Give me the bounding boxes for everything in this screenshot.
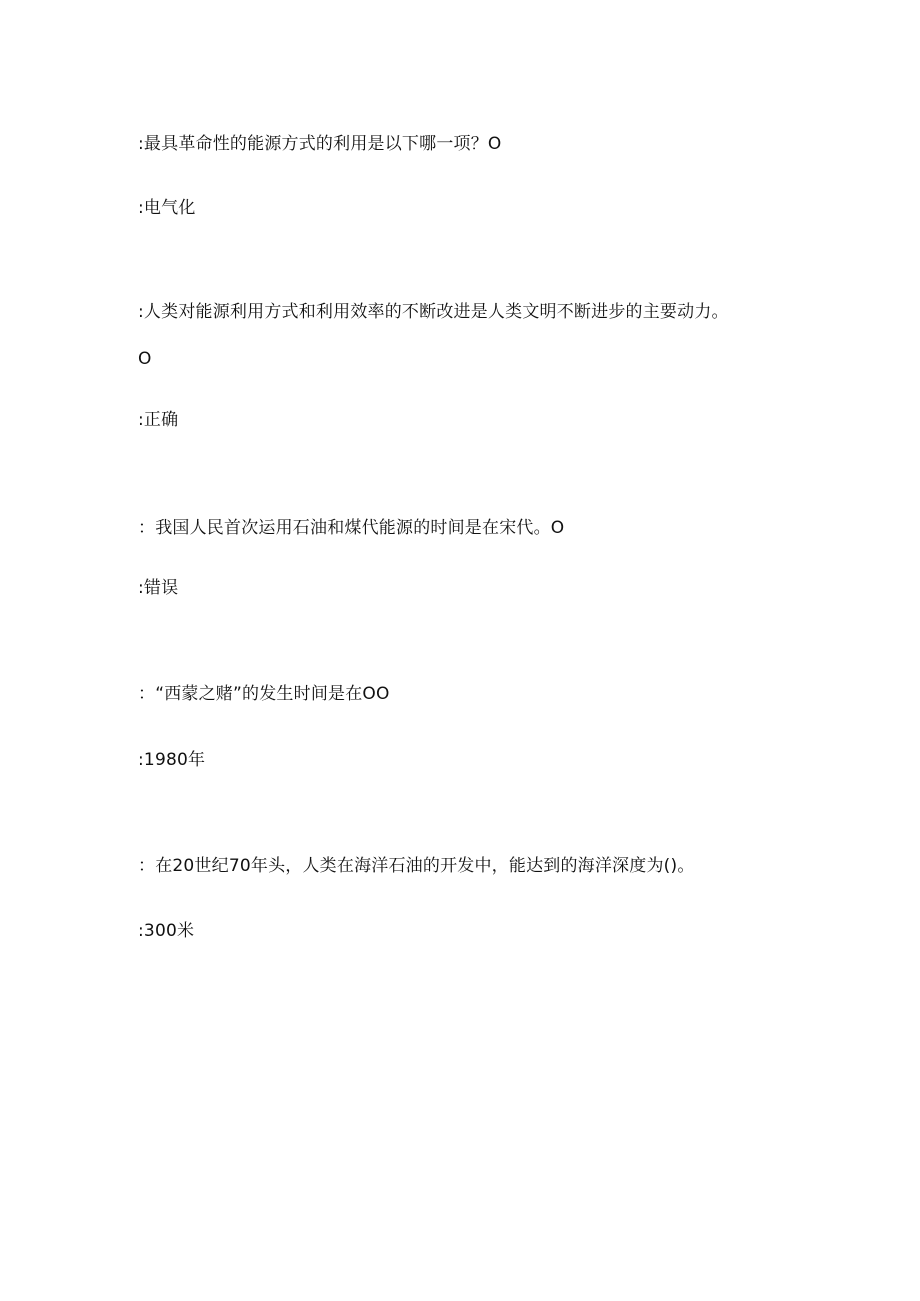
question-1: :最具革命性的能源方式的利用是以下哪一项？O [138, 134, 502, 154]
question-3: ：我国人民首次运用石油和煤代能源的时间是在宋代。O [138, 518, 565, 538]
answer-4: :1980年 [138, 750, 206, 770]
answer-2: :正确 [138, 410, 179, 430]
question-5: ：在20世纪70年头，人类在海洋石油的开发中，能达到的海洋深度为()。 [138, 856, 695, 876]
question-2: :人类对能源利用方式和利用效率的不断改进是人类文明不断进步的主要动力。 [138, 302, 729, 322]
answer-5: :300米 [138, 921, 195, 941]
question-4: ：“西蒙之赌”的发生时间是在OO [138, 684, 390, 704]
question-2-continuation: O [138, 349, 152, 369]
answer-3: :错误 [138, 578, 179, 598]
answer-1: :电气化 [138, 198, 196, 218]
